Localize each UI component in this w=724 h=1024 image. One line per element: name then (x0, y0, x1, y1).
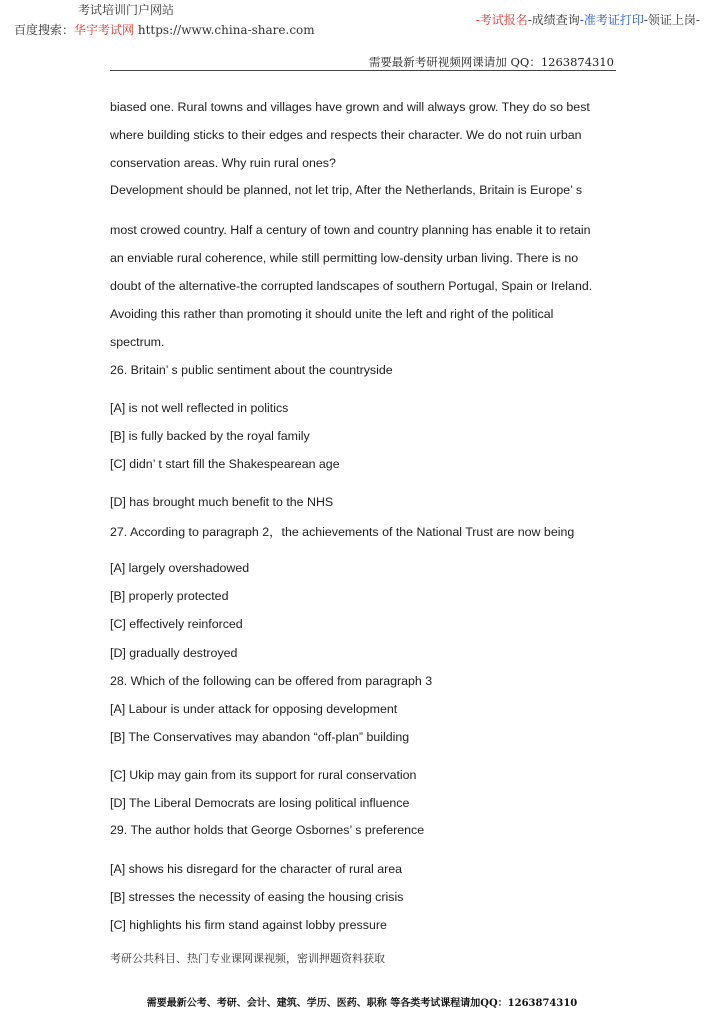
search-brand[interactable]: 华宇考试网 (74, 23, 135, 37)
question-29: 29. The author holds that George Osbornes’ s preference (110, 823, 425, 837)
text-line: conservation areas. Why ruin rural ones? (110, 156, 336, 170)
option-27-c: [C] effectively reinforced (110, 617, 243, 631)
option-26-c: [C] didn’ t start fill the Shakespearean age (110, 457, 340, 471)
text-line: biased one. Rural towns and villages have grown and will always grow. They do so best (110, 100, 590, 114)
option-29-b: [B] stresses the necessity of easing the housing crisis (110, 890, 404, 904)
search-hint (14, 21, 315, 38)
site-name: 考试培训门户网站 (78, 3, 175, 17)
option-27-a: [A] largely overshadowed (110, 561, 250, 575)
option-28-d: [D] The Liberal Democrats are losing political influence (110, 796, 410, 810)
text-line: Avoiding this rather than promoting it should unite the left and right of the political (110, 307, 554, 321)
text-line: where building sticks to their edges and respects their character. We do not ruin urban (110, 128, 582, 142)
footer-note: 考研公共科目、热门专业课网课视频，密训押题资料获取 (110, 952, 385, 965)
option-29-a: [A] shows his disregard for the character of rural area (110, 862, 403, 876)
text-line: doubt of the alternative-the corrupted landscapes of southern Portugal, Spain or Ireland. (110, 279, 593, 293)
footer-contact: 需要最新公考、考研、会计、建筑、学历、医药、职称 等各类考试课程请加QQ：1263874310 (146, 998, 578, 1009)
text-line: an enviable rural coherence, while still permitting low-density urban living. There is no (110, 251, 579, 265)
link-score-query[interactable]: -成绩查询 (527, 13, 580, 27)
option-28-a: [A] Labour is under attack for opposing development (110, 702, 398, 716)
option-29-c: [C] highlights his firm stand against lobby pressure (110, 918, 387, 932)
option-27-d: [D] gradually destroyed (110, 646, 238, 660)
option-26-b: [B] is fully backed by the royal family (110, 429, 310, 443)
header-divider (110, 70, 616, 71)
text-line: spectrum. (110, 335, 165, 349)
option-28-c: [C] Ukip may gain from its support for rural conservation (110, 768, 417, 782)
text-line: most crowed country. Half a century of town and country planning has enable it to retain (110, 223, 591, 237)
question-26: 26. Britain’ s public sentiment about the countryside (110, 363, 393, 377)
search-label: 百度搜索： (14, 23, 75, 37)
qq-notice: 需要最新考研视频网课请加 QQ：1263874310 (368, 55, 614, 69)
link-certificate[interactable]: -领证上岗- (643, 13, 700, 27)
option-26-a: [A] is not well reflected in politics (110, 401, 289, 415)
text-line: Development should be planned, not let trip, After the Netherlands, Britain is Europe’ s (110, 183, 583, 197)
site-url[interactable]: https://www.china-share.com (137, 23, 315, 37)
question-27: 27. According to paragraph 2，the achievements of the National Trust are now being (110, 525, 575, 539)
header-links (476, 11, 700, 28)
option-28-b: [B] The Conservatives may abandon “off-plan” building (110, 730, 410, 744)
option-27-b: [B] properly protected (110, 589, 229, 603)
link-admission-ticket[interactable]: -准考证打印 (579, 13, 644, 27)
question-28: 28. Which of the following can be offered from paragraph 3 (110, 674, 433, 688)
option-26-d: [D] has brought much benefit to the NHS (110, 495, 334, 509)
link-exam-registration[interactable]: -考试报名 (475, 13, 528, 27)
